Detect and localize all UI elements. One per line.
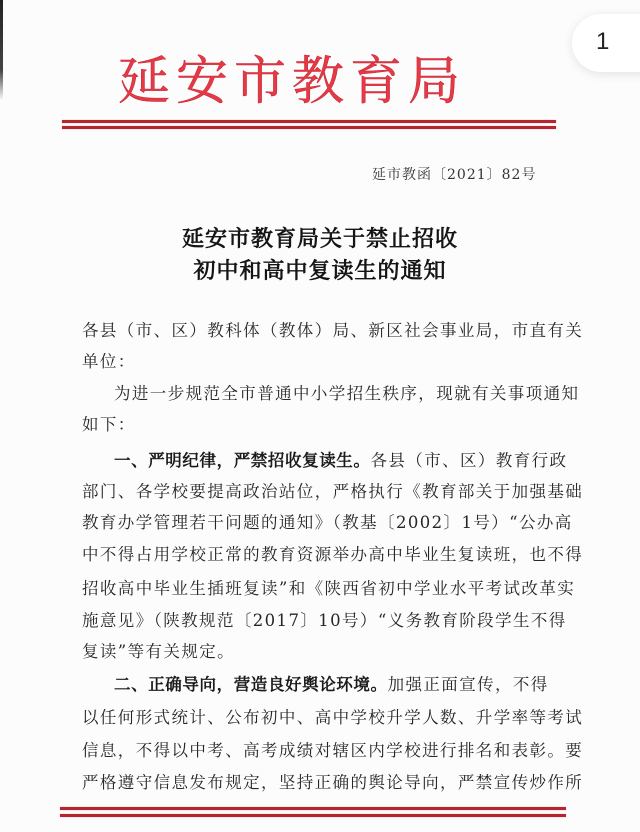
section-2-heading: 二、正确导向，营造良好舆论环境。 xyxy=(114,675,388,694)
section-1-line-5: 招收高中毕业生插班复读”和《陕西省初中学业水平考试改革实 xyxy=(82,579,576,598)
section-2-line-4: 严格遵守信息发布规定，坚持正确的舆论导向，严禁宣传炒作所 xyxy=(82,773,584,792)
section-1-line-2: 部门、各学校要提高政治站位，严格执行《教育部关于加强基础 xyxy=(82,482,584,501)
section-2-line-2: 以任何形式统计、公布初中、高中学校升学人数、升学率等考试 xyxy=(82,708,584,727)
footer-rule-bottom xyxy=(60,814,566,817)
footer-rule-top xyxy=(60,807,566,810)
page-left-edge-shadow xyxy=(0,0,3,100)
section-1-line-1 xyxy=(114,447,567,471)
document-number: 延市教函〔2021〕82号 xyxy=(372,167,537,183)
section-2-line-1-text: 加强正面宣传，不得 xyxy=(387,675,549,694)
masthead-org-name: 延安市教育局 xyxy=(118,52,467,112)
section-1-heading: 一、严明纪律，严禁招收复读生。 xyxy=(114,451,371,470)
section-2-line-3: 信息，不得以中考、高考成绩对辖区内学校进行排名和表彰。要 xyxy=(82,741,584,760)
section-1-line-6: 施意见》（陕教规范〔2017〕10号）“义务教育阶段学生不得 xyxy=(82,611,567,630)
document-title-line-1: 延安市教育局关于禁止招收 xyxy=(181,226,458,252)
section-1-line-7: 复读”等有关规定。 xyxy=(82,642,236,661)
page-number: 1 xyxy=(596,28,610,55)
salutation-line-2: 单位： xyxy=(82,352,136,371)
masthead-rule-bottom xyxy=(62,126,556,129)
section-1-line-3: 教育办学管理若干问题的通知》（教基〔2002〕1号）“公办高 xyxy=(82,513,573,532)
section-1-line-1-text: 各县（市、区）教育行政 xyxy=(370,451,568,470)
section-2-line-1 xyxy=(114,671,549,695)
intro-line-2: 如下： xyxy=(82,415,136,434)
section-1-line-4: 中不得占用学校正常的教育资源举办高中毕业生复读班，也不得 xyxy=(82,545,584,564)
salutation-line-1: 各县（市、区）教科体（教体）局、新区社会事业局，市直有关 xyxy=(82,321,584,340)
document-title-line-2: 初中和高中复读生的通知 xyxy=(193,258,447,284)
page-number-badge[interactable] xyxy=(572,14,640,72)
intro-line-1: 为进一步规范全市普通中小学招生秩序，现就有关事项通知 xyxy=(114,384,580,403)
masthead-rule-top xyxy=(62,120,556,123)
